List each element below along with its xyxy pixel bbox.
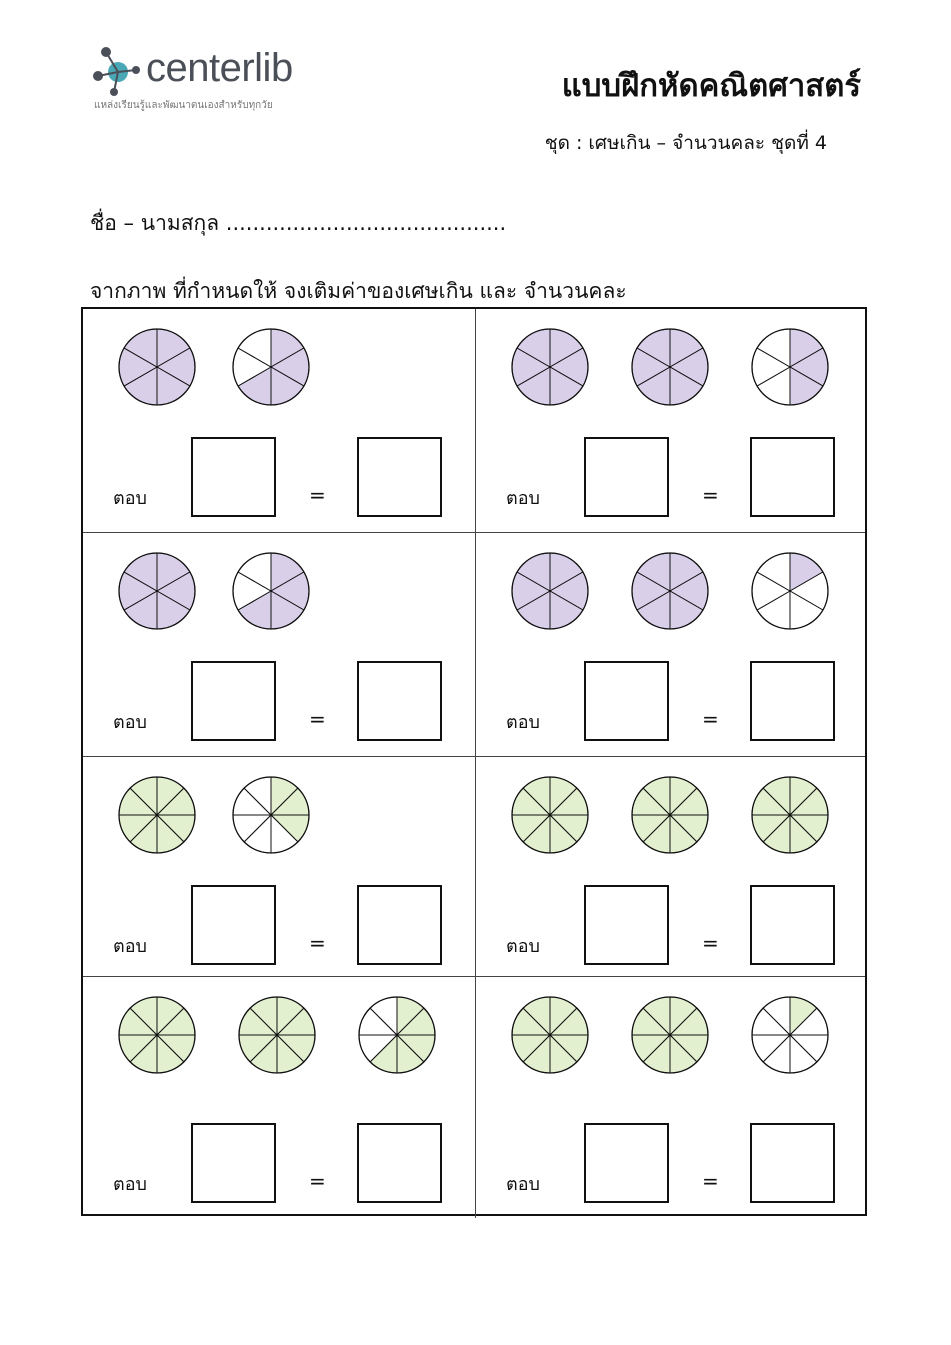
fraction-circle [750, 775, 830, 855]
equals-sign: = [702, 483, 719, 507]
fraction-circle [510, 775, 590, 855]
answer-label: ตอบ [113, 936, 147, 957]
mixed-number-answer-box[interactable] [357, 1123, 442, 1203]
equals-sign: = [309, 931, 326, 955]
fraction-circle [117, 775, 197, 855]
problem-1 [83, 309, 476, 533]
worksheet-subtitle: ชุด : เศษเกิน – จำนวนคละ ชุดที่ 4 [544, 132, 827, 154]
answer-label: ตอบ [506, 712, 540, 733]
fraction-circle [357, 995, 437, 1075]
fraction-circle [231, 775, 311, 855]
problem-8 [476, 977, 865, 1218]
mixed-number-answer-box[interactable] [357, 885, 442, 965]
answer-label: ตอบ [113, 488, 147, 509]
fraction-circle [231, 327, 311, 407]
student-name-line: ชื่อ – นามสกุล .......................................... [90, 211, 507, 235]
fraction-circle [237, 995, 317, 1075]
mixed-number-answer-box[interactable] [357, 661, 442, 741]
fraction-circle [510, 995, 590, 1075]
fraction-circle [510, 327, 590, 407]
mixed-number-answer-box[interactable] [750, 661, 835, 741]
logo-wordmark: centerlib [146, 46, 293, 90]
problem-2 [476, 309, 865, 533]
fraction-circle [630, 775, 710, 855]
problems-grid [81, 307, 867, 1216]
mixed-number-answer-box[interactable] [357, 437, 442, 517]
fraction-circle [510, 551, 590, 631]
fraction-circle [630, 327, 710, 407]
equals-sign: = [309, 1169, 326, 1193]
improper-fraction-answer-box[interactable] [584, 661, 669, 741]
answer-label: ตอบ [506, 1174, 540, 1195]
fraction-circle [117, 551, 197, 631]
problem-4 [476, 533, 865, 757]
equals-sign: = [309, 707, 326, 731]
fraction-circle [231, 551, 311, 631]
answer-label: ตอบ [506, 488, 540, 509]
improper-fraction-answer-box[interactable] [191, 885, 276, 965]
problem-7 [83, 977, 476, 1218]
problem-5 [83, 757, 476, 977]
fraction-circle [117, 327, 197, 407]
improper-fraction-answer-box[interactable] [191, 1123, 276, 1203]
fraction-circle [630, 551, 710, 631]
worksheet-title: แบบฝึกหัดคณิตศาสตร์ [561, 68, 861, 104]
logo-tagline: แหล่งเรียนรู้และพัฒนาตนเองสำหรับทุกวัย [94, 100, 273, 111]
fraction-circle [630, 995, 710, 1075]
answer-label: ตอบ [506, 936, 540, 957]
equals-sign: = [702, 707, 719, 731]
mixed-number-answer-box[interactable] [750, 437, 835, 517]
logo-molecule-icon [92, 44, 144, 96]
problem-6 [476, 757, 865, 977]
instruction-text: จากภาพ ที่กำหนดให้ จงเติมค่าของเศษเกิน และ จำนวนคละ [90, 279, 627, 303]
improper-fraction-answer-box[interactable] [191, 437, 276, 517]
fraction-circle [750, 551, 830, 631]
fraction-circle [117, 995, 197, 1075]
improper-fraction-answer-box[interactable] [191, 661, 276, 741]
improper-fraction-answer-box[interactable] [584, 437, 669, 517]
improper-fraction-answer-box[interactable] [584, 885, 669, 965]
mixed-number-answer-box[interactable] [750, 885, 835, 965]
equals-sign: = [309, 483, 326, 507]
improper-fraction-answer-box[interactable] [584, 1123, 669, 1203]
mixed-number-answer-box[interactable] [750, 1123, 835, 1203]
answer-label: ตอบ [113, 712, 147, 733]
answer-label: ตอบ [113, 1174, 147, 1195]
equals-sign: = [702, 931, 719, 955]
problem-3 [83, 533, 476, 757]
centerlib-logo [92, 40, 352, 120]
fraction-circle [750, 995, 830, 1075]
fraction-circle [750, 327, 830, 407]
equals-sign: = [702, 1169, 719, 1193]
